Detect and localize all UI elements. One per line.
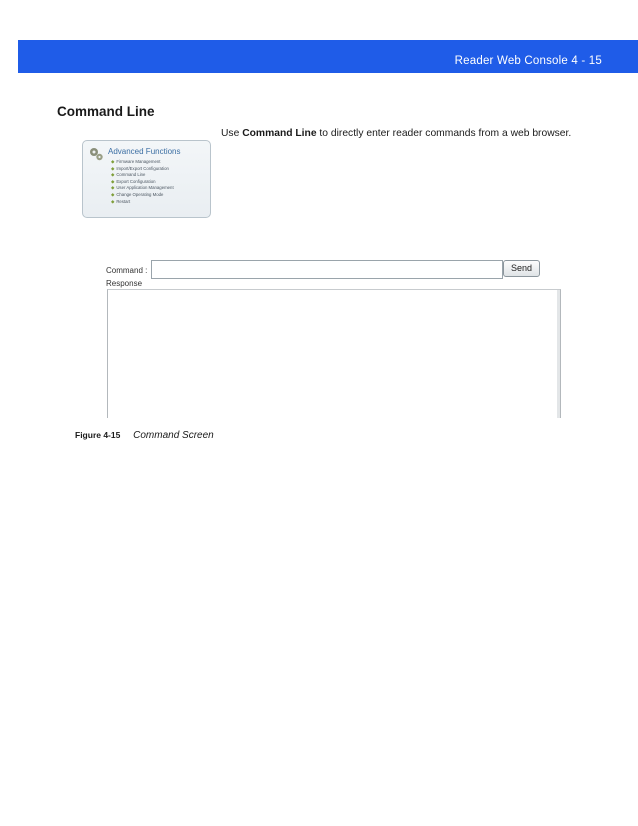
gear-icon	[88, 146, 104, 162]
advanced-functions-list	[111, 159, 174, 205]
figure-number: Figure 4-15	[75, 430, 121, 440]
advanced-functions-panel	[82, 140, 211, 218]
response-area[interactable]	[107, 289, 561, 418]
header-title: Reader Web Console 4 - 15	[454, 55, 602, 67]
response-label: Response	[106, 279, 143, 288]
menu-item-label: Import/Export Configuration	[116, 165, 169, 171]
menu-item-restart[interactable]	[111, 199, 174, 206]
menu-item-firmware-management[interactable]	[111, 159, 174, 166]
menu-item-import-export-configuration[interactable]	[111, 166, 174, 173]
figure-caption	[75, 430, 214, 441]
command-input[interactable]	[151, 260, 503, 279]
figure-title: Command Screen	[133, 430, 214, 441]
menu-item-label: User Application Management	[116, 185, 174, 191]
menu-item-change-operating-mode[interactable]	[111, 192, 174, 199]
menu-item-command-line[interactable]	[111, 172, 174, 179]
bullet-icon: ◆	[111, 185, 115, 191]
bullet-icon: ◆	[111, 165, 115, 171]
bullet-icon: ◆	[111, 191, 115, 197]
menu-item-label: Export Configuration	[116, 178, 156, 184]
intro-bold: Command Line	[242, 128, 317, 139]
menu-item-label: Restart	[116, 198, 131, 204]
bullet-icon: ◆	[111, 178, 115, 184]
menu-item-export-configuration[interactable]	[111, 179, 174, 186]
menu-item-label: Command Line	[116, 172, 146, 178]
header-bar	[18, 40, 638, 73]
menu-item-label: Change Operating Mode	[116, 191, 164, 197]
command-label: Command :	[106, 266, 148, 275]
section-title: Command Line	[57, 104, 155, 119]
menu-item-label: Firmware Management	[116, 159, 161, 164]
bullet-icon: ◆	[111, 198, 115, 204]
send-button[interactable]: Send	[503, 260, 540, 277]
response-scrollbar[interactable]	[557, 290, 560, 418]
intro-text	[221, 128, 571, 139]
bullet-icon: ◆	[111, 172, 115, 178]
intro-prefix: Use	[221, 128, 243, 139]
intro-suffix: to directly enter reader commands from a web browser.	[316, 128, 572, 139]
menu-item-user-application-management[interactable]	[111, 185, 174, 192]
bullet-icon: ◆	[111, 159, 115, 164]
advanced-functions-title: Advanced Functions	[108, 147, 181, 156]
